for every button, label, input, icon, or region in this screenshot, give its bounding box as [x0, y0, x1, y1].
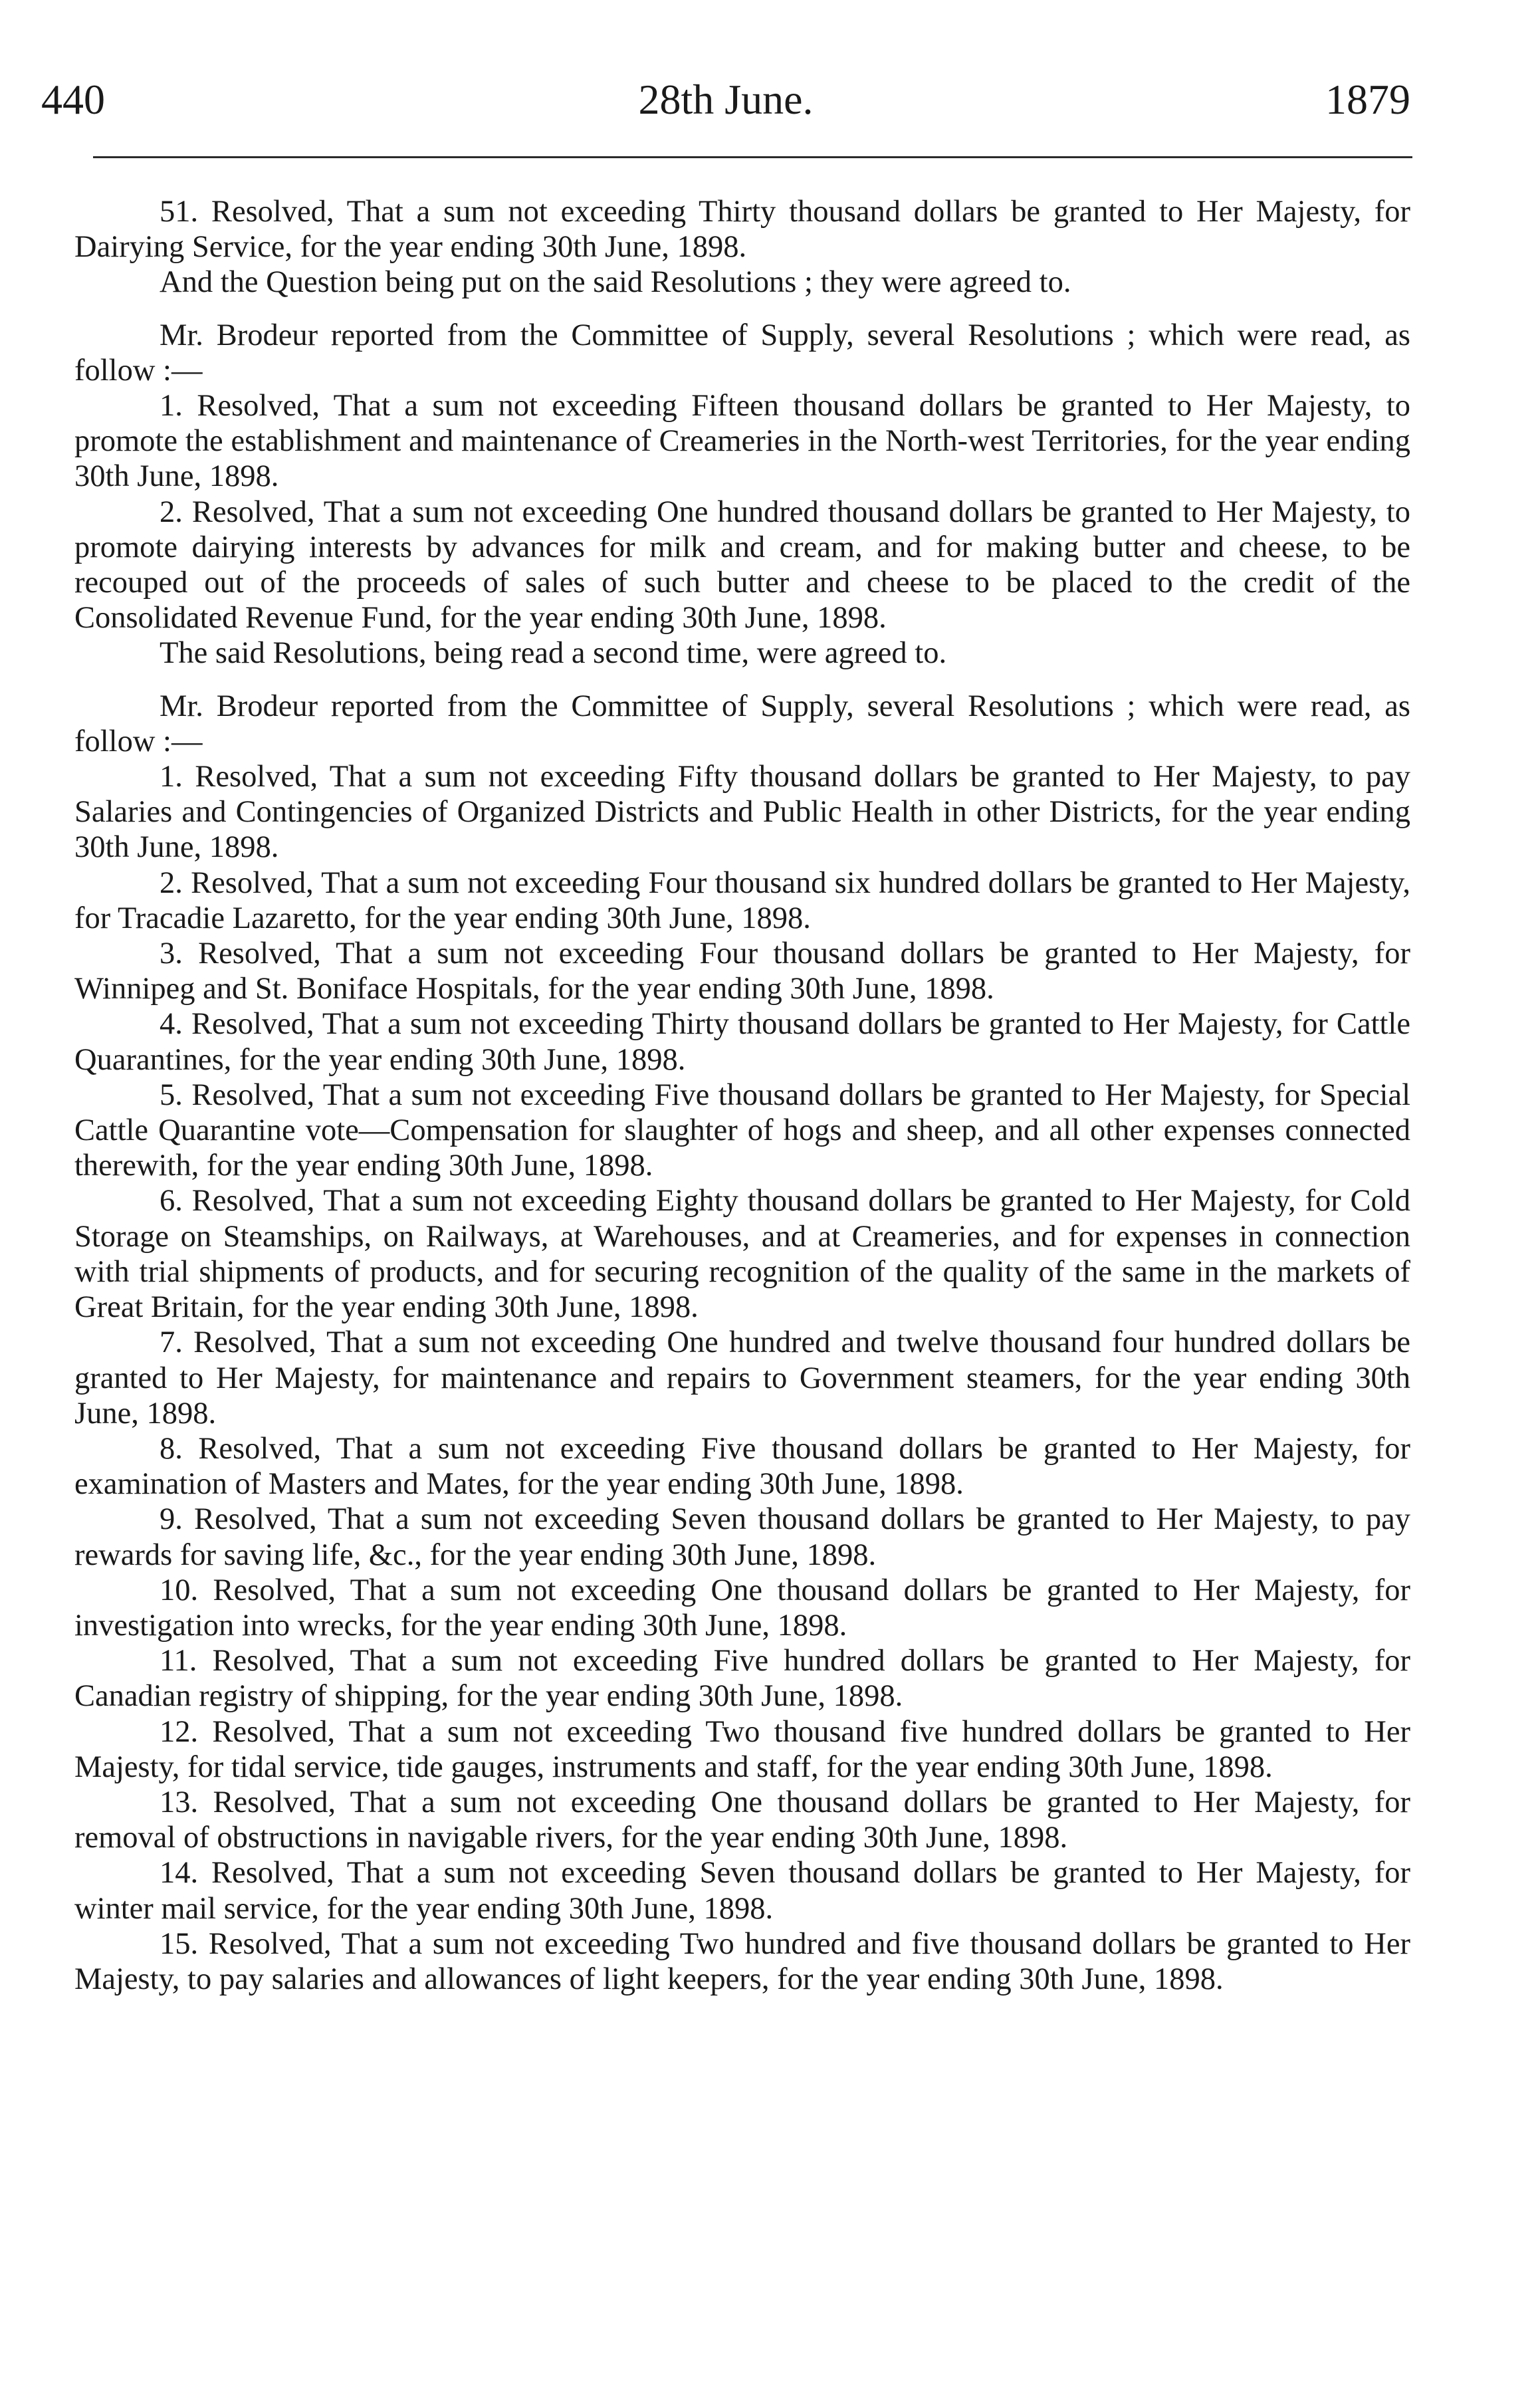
- resolution-15: 15. Resolved, That a sum not exceeding Two hundred and five thousand dollars be granted to Her Majesty, to pay salaries and allowances of light keepers, for the year ending 30th June, 1898.: [74, 1926, 1410, 1996]
- page-year: 1879: [1325, 76, 1410, 123]
- resolution-13: 13. Resolved, That a sum not exceeding One thousand dollars be granted to Her Majesty, for removal of obstructions in navigable rivers, for the year ending 30th June, 1898.: [74, 1785, 1410, 1855]
- page-header: [41, 70, 1410, 130]
- second-reading-note: The said Resolutions, being read a second time, were agreed to.: [160, 636, 947, 671]
- resolution-5: 5. Resolved, That a sum not exceeding Five thousand dollars be granted to Her Majesty, for Special Cattle Quarantine vote—Compensation for slaughter of hogs and sheep, and all other expenses connected therewith, for the year ending 30th June, 1898.: [74, 1078, 1410, 1183]
- resolution-6: 6. Resolved, That a sum not exceeding Eighty thousand dollars be granted to Her Majesty, for Cold Storage on Steamships, on Railways, at Warehouses, and at Creameries, and for expenses in connection with trial shipments of products, and for securing recognition of the quality of the same in the markets of Great Britain, for the year ending 30th June, 1898.: [74, 1184, 1410, 1325]
- resolution-12: 12. Resolved, That a sum not exceeding Two thousand five hundred dollars be granted to Her Majesty, for tidal service, tide gauges, instruments and staff, for the year ending 30th June, 1898.: [74, 1714, 1410, 1784]
- resolution-10: 10. Resolved, That a sum not exceeding One thousand dollars be granted to Her Majesty, for investigation into wrecks, for the year ending 30th June, 1898.: [74, 1573, 1410, 1643]
- committee-report-1: Mr. Brodeur reported from the Committee of Supply, several Resolutions ; which were read, as follow :—: [74, 318, 1410, 388]
- resolution-1b: 1. Resolved, That a sum not exceeding Fifty thousand dollars be granted to Her Majesty, to pay Salaries and Contingencies of Organized Districts and Public Health in other Districts, for the year ending 30th June, 1898.: [74, 760, 1410, 865]
- resolution-51: 51. Resolved, That a sum not exceeding Thirty thousand dollars be granted to Her Majesty, for Dairying Service, for the year ending 30th June, 1898.: [74, 195, 1410, 265]
- resolution-14: 14. Resolved, That a sum not exceeding Seven thousand dollars be granted to Her Majesty, for winter mail service, for the year ending 30th June, 1898.: [74, 1856, 1410, 1926]
- resolution-8: 8. Resolved, That a sum not exceeding Five thousand dollars be granted to Her Majesty, for examination of Masters and Mates, for the year ending 30th June, 1898.: [74, 1431, 1410, 1502]
- resolution-3: 3. Resolved, That a sum not exceeding Four thousand dollars be granted to Her Majesty, for Winnipeg and St. Boniface Hospitals, for the year ending 30th June, 1898.: [74, 937, 1410, 1006]
- resolution-1a: 1. Resolved, That a sum not exceeding Fifteen thousand dollars be granted to Her Majesty, to promote the establishment and maintenance of Creameries in the North-west Territories, for the year ending 30th June, 1898.: [74, 389, 1410, 494]
- header-rule: [93, 156, 1412, 158]
- resolution-4: 4. Resolved, That a sum not exceeding Thirty thousand dollars be granted to Her Majesty, for Cattle Quarantines, for the year ending 30th June, 1898.: [74, 1007, 1410, 1077]
- resolution-7: 7. Resolved, That a sum not exceeding One hundred and twelve thousand four hundred dollars be granted to Her Majesty, for maintenance and repairs to Government steamers, for the year ending 30th June, 1898.: [74, 1325, 1410, 1430]
- committee-report-2: Mr. Brodeur reported from the Committee of Supply, several Resolutions ; which were read, as follow :—: [74, 689, 1410, 758]
- page-number: 440: [41, 76, 105, 123]
- agreement-note: And the Question being put on the said Resolutions ; they were agreed to.: [160, 265, 1071, 300]
- resolution-9: 9. Resolved, That a sum not exceeding Seven thousand dollars be granted to Her Majesty, to pay rewards for saving life, &c., for the year ending 30th June, 1898.: [74, 1502, 1410, 1572]
- resolution-2b: 2. Resolved, That a sum not exceeding Four thousand six hundred dollars be granted to Her Majesty, for Tracadie Lazaretto, for the year ending 30th June, 1898.: [74, 865, 1410, 935]
- resolution-2a: 2. Resolved, That a sum not exceeding One hundred thousand dollars be granted to Her Majesty, to promote dairying interests by advances for milk and cream, and for making butter and cheese, to be recouped out of the proceeds of sales of such butter and cheese to be placed to the credit of the Consolidated Revenue Fund, for the year ending 30th June, 1898.: [74, 495, 1410, 635]
- page-title: 28th June.: [638, 76, 814, 123]
- page-body: [74, 194, 1410, 1997]
- resolution-11: 11. Resolved, That a sum not exceeding Five hundred dollars be granted to Her Majesty, for Canadian registry of shipping, for the year ending 30th June, 1898.: [74, 1644, 1410, 1714]
